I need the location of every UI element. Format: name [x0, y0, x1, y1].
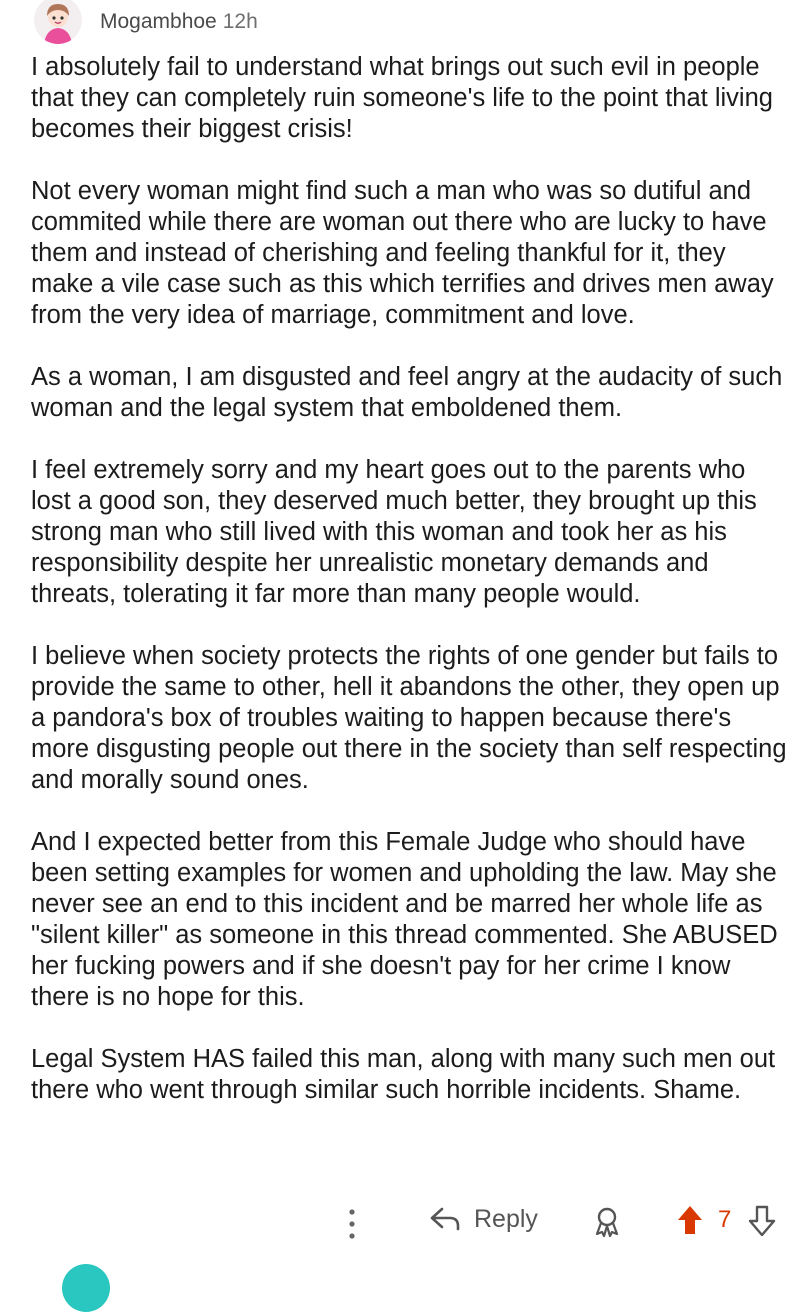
comment-body	[31, 52, 791, 1137]
avatar[interactable]	[34, 0, 82, 44]
comment-action-bar	[0, 1196, 810, 1252]
comment-age: 12h	[222, 10, 258, 33]
comment-paragraph: I believe when society protects the rights of one gender but fails to provide the same to other, hell it abandons the other, they open up a pandora's box of troubles waiting to happen because there's more disgusting people out there in the society than self respecting and morally sound ones.	[31, 642, 787, 794]
next-comment-avatar[interactable]	[62, 1264, 110, 1312]
award-icon	[592, 1206, 622, 1238]
comment-paragraph: As a woman, I am disgusted and feel angry at the audacity of such woman and the legal system that emboldened them.	[31, 363, 783, 422]
more-vertical-icon	[342, 1206, 362, 1242]
comment-paragraph: Not every woman might find such a man who was so dutiful and commited while there are woman out there who are lucky to have them and instead of cherishing and feeling thankful for it, they make a vile case such as this which terrifies and drives men away from the very idea of marriage, commitment and love.	[31, 177, 774, 329]
upvote-icon	[676, 1204, 704, 1238]
reply-button[interactable]	[428, 1204, 538, 1234]
reply-label: Reply	[474, 1204, 538, 1233]
comment-paragraph: I feel extremely sorry and my heart goes out to the parents who lost a good son, they deserved much better, they brought up this strong man who still lived with this woman and took her as his responsibility despite her unrealistic monetary demands and threats, tolerating it far more than many people would.	[31, 456, 757, 608]
comment-header	[34, 0, 258, 44]
upvote-button[interactable]	[676, 1204, 704, 1238]
reply-arrow-icon	[428, 1204, 462, 1234]
downvote-icon	[748, 1204, 776, 1238]
comment-paragraph: And I expected better from this Female Judge who should have been setting examples for women and upholding the law. May she never see an end to this incident and be marred her whole life as "silent killer" as someone in this thread commented. She ABUSED her fucking powers and if she doesn't pay for her crime I know there is no hope for this.	[31, 828, 778, 1011]
username[interactable]: Mogambhoe	[100, 10, 217, 33]
vote-count: 7	[718, 1206, 732, 1233]
more-options-button[interactable]	[342, 1206, 362, 1242]
comment-paragraph: Legal System HAS failed this man, along with many such men out there who went through similar such horrible incidents. Shame.	[31, 1045, 776, 1104]
downvote-button[interactable]	[748, 1204, 776, 1238]
comment-paragraph: I absolutely fail to understand what brings out such evil in people that they can completely ruin someone's life to the point that living becomes their biggest crisis!	[31, 53, 773, 143]
award-button[interactable]	[592, 1206, 622, 1238]
